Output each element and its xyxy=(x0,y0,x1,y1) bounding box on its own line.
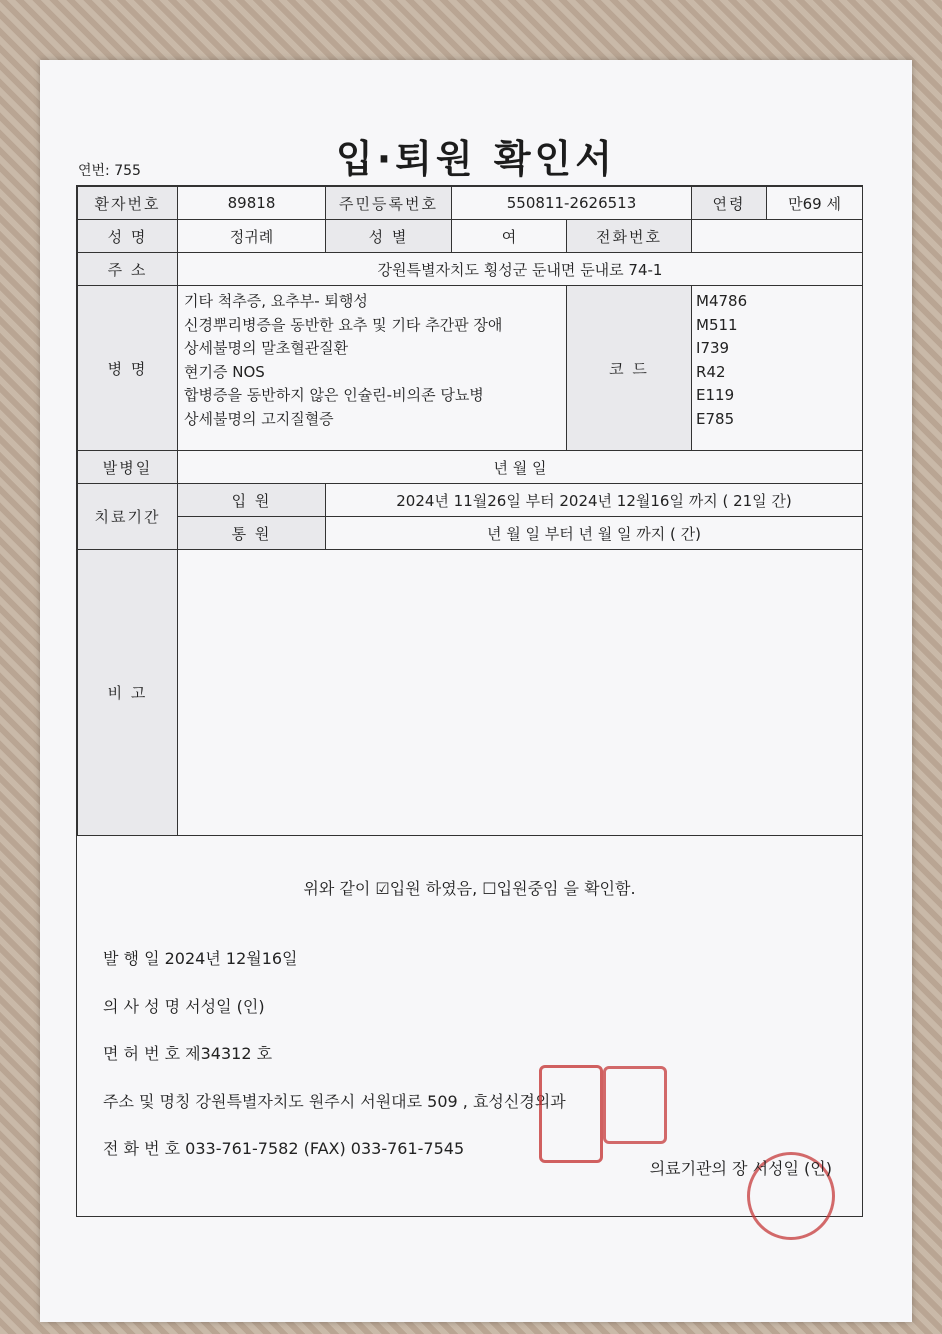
red-stamp-icon xyxy=(603,1066,667,1144)
outpatient-label: 통 원 xyxy=(178,517,326,550)
onset-value: 년 월 일 xyxy=(178,451,863,484)
outpatient-period: 년 월 일 부터 년 월 일 까지 ( 간) xyxy=(326,517,863,550)
diagnosis-item: 현기증 NOS xyxy=(184,362,265,381)
patient-no-label: 환자번호 xyxy=(78,187,178,220)
code-label: 코 드 xyxy=(567,286,692,451)
onset-label: 발병일 xyxy=(78,451,178,484)
phone-value xyxy=(692,220,863,253)
treatment-label: 치료기간 xyxy=(78,484,178,550)
code-item: E119 xyxy=(696,386,735,404)
age-label: 연령 xyxy=(692,187,767,220)
rrn-value: 550811-2626513 xyxy=(452,187,692,220)
diagnosis-label: 병 명 xyxy=(78,286,178,451)
patient-no: 89818 xyxy=(178,187,326,220)
license-number: 면 허 번 호 제34312 호 xyxy=(103,1044,273,1063)
issue-date: 발 행 일 2024년 12월16일 xyxy=(103,949,298,968)
diagnosis-item: 신경뿌리병증을 동반한 요추 및 기타 추간판 장애 xyxy=(184,315,503,334)
diagnosis-item: 상세불명의 고지질혈증 xyxy=(184,409,334,428)
name-value: 정귀례 xyxy=(178,220,326,253)
serial-number: 연번: 755 xyxy=(78,163,141,179)
code-item: E785 xyxy=(696,409,735,428)
certification-section xyxy=(77,836,862,1206)
patient-table xyxy=(77,186,863,836)
address-label: 주 소 xyxy=(78,253,178,286)
code-item: I739 xyxy=(696,339,730,357)
red-stamp-icon xyxy=(539,1065,603,1163)
code-list xyxy=(692,286,863,451)
code-item: M4786 xyxy=(696,292,748,310)
signer: 의료기관의 장 서성일 (인) xyxy=(649,1159,832,1178)
remarks-value xyxy=(178,550,863,836)
inpatient-period: 2024년 11월26일 부터 2024년 12월16일 까지 ( 21일 간) xyxy=(326,484,863,517)
inpatient-label: 입 원 xyxy=(178,484,326,517)
address-value: 강원특별자치도 횡성군 둔내면 둔내로 74-1 xyxy=(178,253,863,286)
rrn-label: 주민등록번호 xyxy=(326,187,452,220)
age-value: 만69 세 xyxy=(767,187,863,220)
document-paper xyxy=(40,60,912,1322)
code-item: R42 xyxy=(696,362,726,381)
clinic-address: 주소 및 명칭 강원특별자치도 원주시 서원대로 509 , 효성신경외과 xyxy=(103,1092,566,1111)
remarks-label: 비 고 xyxy=(78,550,178,836)
diagnosis-item: 상세불명의 말초혈관질환 xyxy=(184,339,349,357)
diagnosis-list xyxy=(178,286,567,451)
sex-value: 여 xyxy=(452,220,567,253)
form-table xyxy=(76,185,863,1217)
sex-label: 성 별 xyxy=(326,220,452,253)
diagnosis-item: 합병증을 동반하지 않은 인슐린-비의존 당뇨병 xyxy=(184,386,484,404)
doctor-name: 의 사 성 명 서성일 (인) xyxy=(103,997,265,1016)
document-title: 입·퇴원 확인서 xyxy=(336,137,616,181)
name-label: 성 명 xyxy=(78,220,178,253)
diagnosis-item: 기타 척추증, 요추부- 퇴행성 xyxy=(184,292,368,310)
confirm-statement: 위와 같이 ☑입원 하였음, ☐입원중임 을 확인함. xyxy=(303,879,636,898)
clinic-phone: 전 화 번 호 033-761-7582 (FAX) 033-761-7545 xyxy=(103,1139,465,1158)
phone-label: 전화번호 xyxy=(567,220,692,253)
code-item: M511 xyxy=(696,315,738,334)
